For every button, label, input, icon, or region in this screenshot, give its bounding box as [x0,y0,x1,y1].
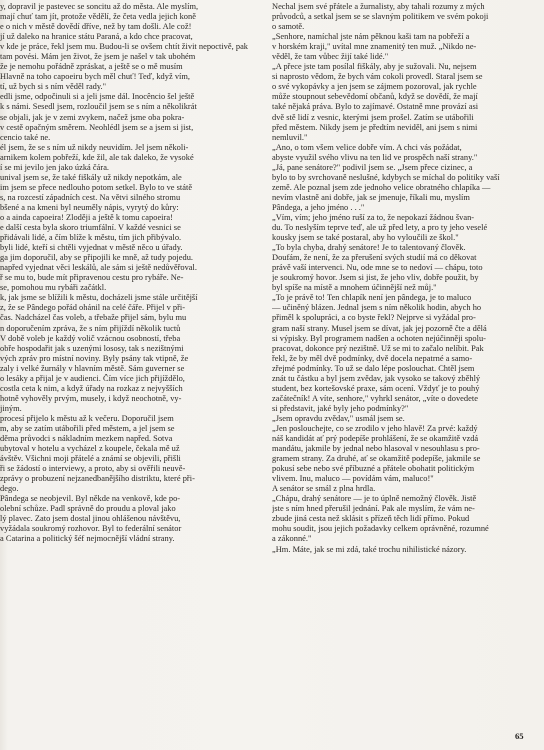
left-column-line: í se mi jevilo jen jako úzká čára. [0,162,110,172]
left-column-line: vých zpráv pro místní noviny. Byly psány tak vtipně, že [0,353,189,363]
right-column-line: kousky jsem se také postaral, aby ho vyloučili ze škol." [272,233,459,243]
left-column-line: edli jsme, odpočinuli si a jeli jsme dál. Inocêncio šel ještě [0,92,195,102]
right-column-line: řekl, že by měl dvě podmínky, dvě docela nepatrné a samo- [272,353,473,363]
right-column-line: zřejmé podmínky. To už se dalo lépe poslouchat. Chtěl jsem [272,363,475,373]
left-column-line: mají chuť tam jít, protože vědělí, že četa vedla jejich koně [0,12,196,22]
left-column-line: přidávali lidé, a čím blíže k městu, tím jich přibývalo. [0,233,182,243]
right-column-line: du. To neslyším teprve teď, ale už před lety, a pro ty jeho veselé [272,223,488,233]
right-column-line: je soukromý hovor. Jsem si jist, že jeho vliv, dobře použit, by [272,273,479,283]
left-column-line: lý plavec. Zato jsem dostal jinou ohlášenou návštěvu, [0,514,181,524]
right-column-line: a zákonné." [272,534,312,544]
right-column-line: „A přece jste tam posílal fiškály, aby je sužovali. Nu, nejsem [272,62,477,72]
right-column-line: bylo to by svrchovaně neslušné, kdybych se míchal do politiky vaší [272,172,500,182]
left-column-line: obře hospodařit jak s uzenými lososy, tak s nezištnými [0,343,184,353]
left-column-line: k, jak jsme se blížili k městu, docházeli jsme stále určitější [0,293,198,303]
left-column-line: se, pomohou mu rybáři začátkl. [0,283,107,293]
left-column-line: ři se žádostí o interviewy, a proto, aby si ověřili neuvě- [0,464,186,474]
left-column-line: costla ceta k nim, a když úřady na rozkaz z nejvyšších [0,383,183,393]
left-column-line: z, že se Pândego pořád ohánil na celé čáře. Přijel v při- [0,303,186,313]
right-column-line: gram naší strany. Musel jsem se dívat, jak jej pozorně čte a dělá [272,323,487,333]
right-column-line: průvodců, a setkal jsem se se slavným politikem ve svém pokoji [272,12,489,22]
left-column-line: ávštěv. Všichni moji přátelé a známí se objevili, přišli [0,454,181,464]
right-column-line: mandátu, jakmile by jednal nebo hlasoval v nesouhlasu s pro- [272,444,480,454]
left-column-line: olební schůze. Padl správně do proudu a ploval jako [0,504,176,514]
right-column-line: pracovat, dokonce prý nezištně. Už se mi to začalo nelíbit. Pak [272,343,484,353]
right-column-line: náš kandidát ať prý podepíše prohlášení, že se okamžitě vzdá [272,434,479,444]
right-column-line: „Senhore, namíchal jste nám pěknou kaši tam na pobřeží a [272,32,470,42]
left-column-line: zaly i velké žurnály v hlavním městě. Sám guverner se [0,363,185,373]
left-column-line: e o nich v městě dovědí dříve, než by tam došli. Ale což! [0,22,192,32]
right-column-line: — učiněný blázen. Jednal jsem s ním několik hodin, abych ho [272,303,482,313]
right-column-line: A senátor se smál z plna hrdla. [272,484,376,494]
right-column-line: nevím vlastně ani dobře, jak se jmenuje, říkali mu, myslím [272,192,470,202]
left-column-line: m, aby se zatím utábořili před městem, a jel jsem se [0,423,175,433]
right-column-line: o své vykopávky a jen jsem se zájmem pozoroval, jak rychle [272,82,477,92]
right-column-line: si výpisky. Byl programem nadšen a ochoten nejúčinněji spolu- [272,333,486,343]
left-column-line: že je nemohu pořádně zpráskat, a ještě se o mě musím [0,62,183,72]
right-column-line: zbude jiná cesta než sklásit s přízeň těch lidí přímo. Pokud [272,514,470,524]
left-column-line: tam povési. Mám jen život, že jsem je našel v tak ubohém [0,52,196,62]
left-column-line: hotně vyhověly prvým, musely, i když neochotně, vy- [0,393,182,403]
right-column-line: gramem strany. Za druhé, ať se okamžitě podepíše, jakmile se [272,454,481,464]
right-column-line: pokusí sebe nebo své příbuzné a přátele obohatit politickým [272,464,475,474]
right-column-line: země. Ale poznal jsem zde jednoho velice obratného chlapíka — [272,182,491,192]
right-column-line: byl spíše na místě a mnohem účinnější než můj." [272,283,437,293]
left-column-line: děma průvodci s nákladním mezkem napřed. Sotva [0,434,173,444]
right-column-line: také nějaká práva. Bylo to zajímavé. Ostatně mne provází asi [272,102,479,112]
left-column-line: napřed vyjednat věci leskálů, ale sám si ještě nedůvěřoval. [0,263,197,273]
right-column-line: „To je právě to! Ten chlapík není jen pândega, je to maluco [272,293,472,303]
right-column-line: Doufám, že není, že za přerušení svých studií má co děkovat [272,253,477,263]
left-column-line: im jsem se přece nedlouho potom setkel. Bylo to ve státě [0,182,193,192]
right-column-line: začátečník! A víte, senhore," vyhrkl senátor, „víte o dovedete [272,393,478,403]
right-column-line: „Jen poslouchejte, co se zrodilo v jeho hlavě! Za prvé: každý [272,423,478,433]
right-column-line: může stoupnout sebevědomí občanů, když se dovědí, že mají [272,92,478,102]
left-column-line: ř se mu to, bude mít připravenou cestu pro rybáře. Ne- [0,273,184,283]
right-column-line: vlivem. Inu, maluco — povídám vám, maluco!" [272,474,434,484]
right-column-line: Pândega, a jeho jméno . . ." [272,202,365,212]
left-column-line: zprávy o probuzení nejzanedbanějšího distriktu, které při- [0,474,195,484]
right-column-line: „Vím, vím; jeho jméno ruší za to, že nepokazí žádnou švan- [272,212,475,222]
left-column-line: byli lidé, kteří si chtěli vyjednat v městě něco u úřady. [0,243,183,253]
right-column-line: nemluvil." [272,132,308,142]
left-column-line: jiným. [0,403,22,413]
right-column-line: „Chápu, drahý senátore — je to úplně nemožný člověk. Jistě [272,494,477,504]
left-column-line: unival jsem se, že také fiškály už nikdy nepotkám, ale [0,172,182,182]
left-column-line: o lesáky a přijal je v audienci. Čím více jich přijíždělo, [0,373,185,383]
right-column-line: „Jsem opravdu zvědav," usmál jsem se. [272,413,405,423]
left-column-line: n doporučením zpráva, že s ním přijíždí několik tuctů [0,323,181,333]
right-column-line: mohu soudit, jsou jejich požadavky celkem oprávněné, rozumné [272,524,489,534]
left-column-line: jí už daleko na hranice státu Paraná, a kdo chce pracovat, [0,32,193,42]
left-text-column [0,2,262,747]
left-column-line: vyžádala soukromý rozhovor. Byl to federální senátor [0,524,182,534]
left-column-line: V době voleb je každý volič vzácnou osobností, třeba [0,333,181,343]
right-text-column [272,2,534,747]
right-column-line: právě vaší intervenci. Nu, ode mne se to nedoví — chápu, toto [272,263,483,273]
left-column-line: ubytoval v hotelu a vycházel z koupele, čekala mě už [0,444,180,454]
right-column-line: v horském kraji," uvítal mne znamenitý ten muž. „Nikdo ne- [272,42,477,52]
right-column-line: si naprosto vědom, že bych vám cokoli provedl. Staral jsem se [272,72,483,82]
right-column-line: „To byla chyba, drahý senátore! Je to talentovaný člověk. [272,243,466,253]
right-column-line: o samotě. [272,22,305,32]
left-column-line: Hlavně na toho capoeiru bych měl chuť! Teď, když vím, [0,72,191,82]
left-column-line: o a ainda capoeira! Zloději a ještě k tomu capoeira! [0,212,173,222]
left-column-line: Pândega se neobjevil. Byl někde na venkově, kde po- [0,494,181,504]
right-column-line: Nechal jsem své přátele a žurnalisty, aby tahali rozumy z mých [272,2,485,11]
left-column-line: él jsem, že se s ním už nikdy neuvidím. Jel jsem několi- [0,142,189,152]
right-column-line: abyste využil svého vlivu na ten lid ve prospěch naší strany." [272,152,478,162]
page-number: 65 [515,731,524,741]
left-column-line: se objali, jak je v zemi zvykem, načež jsme oba pokra- [0,112,185,122]
left-column-line: ga jim doporučil, aby se připojili ke mně, až tudy pojedu. [0,253,194,263]
left-column-line: k s námi. Sesedl jsem, rozloučil jsem se s ním a několikrát [0,102,197,112]
left-column-line: dego. [0,484,19,494]
right-column-line: věděl, že tam vůbec žijí také lidé." [272,52,389,62]
right-column-line: přiměl k spolupráci, a co byste řekl? Nejprve si vyžádal pro- [272,313,476,323]
left-column-line: e další cesta byla skoro triumfální. V každé vesnici se [0,223,181,233]
right-column-line: před městem. Nikdy jsem je předtím neviděl, ani jsem s nimi [272,122,478,132]
left-column-line: y, dopravil je pastevec se soncitu až do města. Ale myslím, [0,2,199,11]
left-column-line: čas. Nadcházel čas voleb, a třebaže přijel sám, bylu mu [0,313,187,323]
left-column-line: v cestě opačným směrem. Neohlédl jsem se a jsem si jist, [0,122,194,132]
right-column-line: dvě stě lidí z vesnic, kterými jsem prošel. Zatím se utábořili [272,112,474,122]
left-column-line: a Catarina a politický šéf nejmocnější vládní strany. [0,534,175,544]
right-column-line: jste s ním hned přerušil jednání. Pak ale myslím, že vám ne- [272,504,475,514]
right-column-line: „Hm. Máte, jak se mi zdá, také trochu nihilistické názory. [272,544,467,554]
left-column-line: arnikem kolem pobřeží, kde žil, ale tak daleko, že vysoké [0,152,194,162]
left-column-line: procesí přijelo k městu až k večeru. Doporučil jsem [0,413,174,423]
right-column-line: si představit, jaké byly jeho podmínky?" [272,403,409,413]
right-column-line: student, bez kortešovské praxe, sám ocení. Vždyť je to pouhý [272,383,480,393]
right-column-line: „Já, pane senátore?" podivil jsem se. „Jsem přece cizinec, a [272,162,473,172]
left-column-line: bšené a na kmeni byl neuměly nápis, vyrytý do kůry: [0,202,179,212]
left-column-line: s, na rozcestí západních cest. Na větvi silného stromu [0,192,181,202]
left-column-line: tí, už bych si s ním věděl rady." [0,82,107,92]
left-column-line: cencio také ne. [0,132,51,142]
right-column-line: znát tu částku a byl jsem zvědav, jak vysoko se takový zběhlý [272,373,481,383]
right-column-line: „Ano, o tom všem velice dobře vím. A chci vás požádat, [272,142,462,152]
left-column-line: v kde je práce, řekl jsem mu. Budou-li se ovšem chtít živit nepoctivě, pak [0,42,249,52]
